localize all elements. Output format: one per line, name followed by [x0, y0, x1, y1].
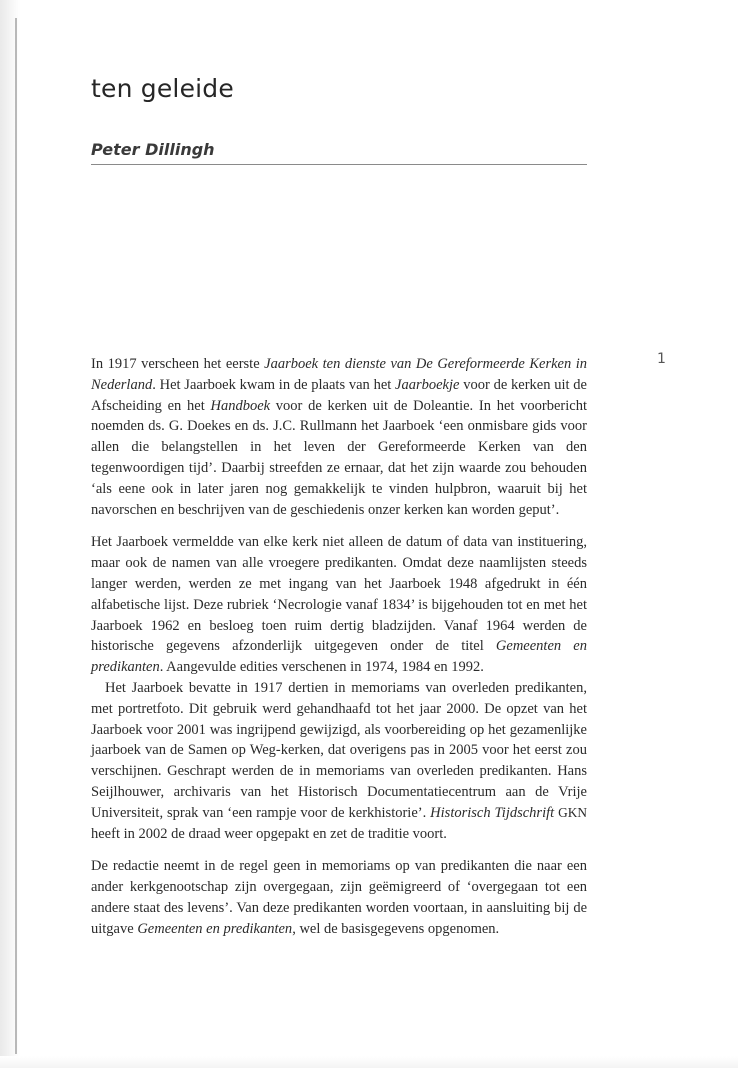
text-run: De redactie neemt in de regel geen in memoriams op van predikanten die naar een ander kerkgenootschap zijn overgegaan, zijn geëmigreerd of ‘overgegaan tot een andere staat des levens’. Van deze predikanten worden voortaan, in aansluiting bij de uitgave	[91, 858, 587, 937]
title-rule	[91, 164, 587, 165]
text-run: Jaarboek ten dienste van De Gereformeerde Kerken in Nederland	[91, 356, 587, 393]
binding-line	[15, 18, 17, 1054]
page-number: 1	[657, 351, 666, 367]
text-run: GKN	[558, 804, 588, 820]
text-run: voor de kerken uit de Doleantie. In het voorbericht noemden ds. G. Doekes en ds. J.C. Rullmann het Jaarboek ‘een onmisbare gids voor allen die belangstellen in het leven der Gereformeerde Kerken van den tegenwoordigen tijd’. Daarbij streefden ze ernaar, dat het zijn waarde zou behouden ‘als eene ook in later jaren nog gemakkelijk te vinden hulpbron, waaruit bij het navorschen en beschrijven van de geschiedenis onzer kerken kan worden geput’.	[91, 397, 588, 518]
text-run: In 1917 verscheen het eerste	[91, 356, 265, 372]
text-run: Historisch Tijdschrift	[430, 804, 555, 821]
author-name: Peter Dillingh	[91, 140, 215, 159]
page-title: ten geleide	[91, 74, 234, 103]
text-run: heeft in 2002 de draad weer opgepakt en zet de traditie voort.	[91, 825, 447, 842]
text-run: Het Jaarboek vermeldde van elke kerk niet alleen de datum of data van instituering, maar ook de namen van alle vroegere predikanten. Omdat deze naamlijsten steeds langer werden, werden ze met ingang van het Jaarboek 1948 afgedrukt in één alfabetische lijst. Deze rubriek ‘Necrologie vanaf 1834’ is bijgehouden tot en met het Jaarboek 1962 en besloeg toen ruim dertig bladzijden. Vanaf 1964 werden de historische gegevens afzonderlijk uitgegeven onder de titel	[91, 534, 587, 655]
text-run: voor de kerken uit de Afscheiding en het	[91, 376, 587, 414]
text-run: . Het Jaarboek kwam in de plaats van het	[152, 376, 396, 393]
paragraph-2	[91, 532, 587, 678]
text-run: Gemeenten en predikanten	[137, 920, 293, 937]
page-bottom-shadow	[0, 1056, 738, 1068]
text-run: , wel de basisgegevens opgenomen.	[292, 920, 500, 937]
paragraph-1	[91, 354, 587, 520]
page-left-shadow	[0, 0, 20, 1068]
body-text	[91, 354, 587, 940]
paragraph-3	[91, 678, 587, 844]
text-run: Het Jaarboek bevatte in 1917 dertien in memoriams van overleden predikanten, met portretfoto. Dit gebruik werd gehandhaafd tot het jaar 2000. De opzet van het Jaarboek voor 2001 was ingrijpend gewijzigd, als voorbereiding op het gezamenlijke jaarboek van de Samen op Weg-kerken, dat overigens pas in 2005 voor het eerst zou verschijnen. Geschrapt werden de in memoriams van overleden predikanten. Hans Seijlhouwer, archivaris van het Historisch Documentatiecentrum aan de Vrije Universiteit, sprak van ‘een rampje voor de kerkhistorie’.	[91, 679, 587, 821]
text-run: Gemeenten en predikanten	[91, 638, 587, 676]
text-run: . Aangevulde edities verschenen in 1974, 1984 en 1992.	[159, 659, 484, 676]
text-run: Handboek	[210, 397, 271, 414]
paragraph-4	[91, 856, 587, 939]
text-run: Jaarboekje	[395, 376, 460, 393]
